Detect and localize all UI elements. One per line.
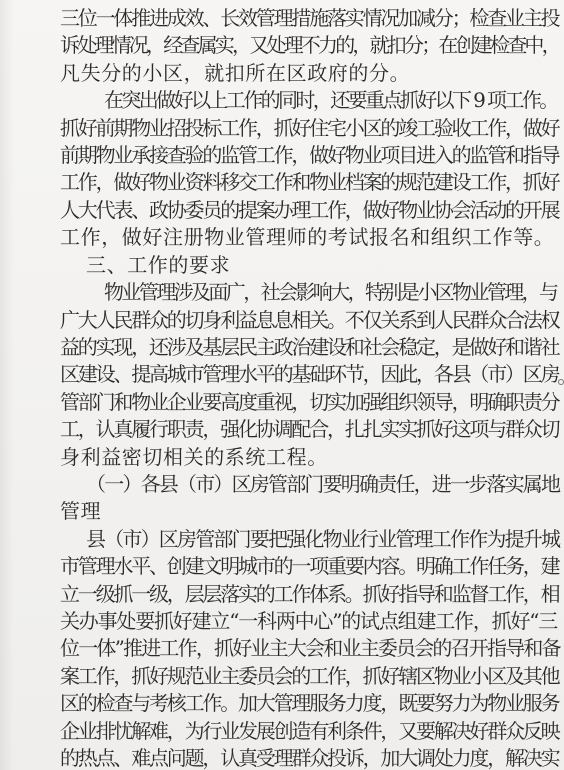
paragraph-first-line: 县（市）区房管部门要把强化物业行业管理工作作为提升城 bbox=[86, 526, 560, 551]
text-line: 关办事处要抓好建立“一科两中心”的试点组建工作，抓好“三 bbox=[60, 609, 558, 633]
text-line: 人大代表、政协委员的提案办理工作，做好物业协会活动的开展 bbox=[60, 197, 559, 222]
paragraph-first-line: 在突出做好以上工作的同时，还要重点抓好以下 9 项工作。 bbox=[104, 88, 557, 113]
text-line: 诉处理情况，经查属实，又处理不力的，就扣分；在创建检查中， bbox=[60, 33, 559, 58]
section-heading: 三、工作的要求 bbox=[86, 252, 231, 277]
text-line: 管部门和物业企业要高度重视，切实加强组织领导，明确职责分 bbox=[60, 389, 559, 414]
text-line: 的热点、难点问题，认真受理群众投诉，加大调处力度，解决实 bbox=[60, 746, 559, 770]
text-line: 工作，做好物业资料移交工作和物业档案的规范建设工作，抓好 bbox=[60, 170, 559, 195]
paragraph-first-line: 物业管理涉及面广，社会影响大，特别是小区物业管理，与 bbox=[104, 280, 557, 305]
text-line: 立一级抓一级，层层落实的工作体系。抓好指导和监督工作，相 bbox=[60, 581, 559, 606]
punch-hole-mark bbox=[558, 379, 564, 385]
text-line: 身利益密切相关的系统工程。 bbox=[60, 444, 328, 469]
text-line: 广大人民群众的切身利益息息相关。不仅关系到人民群众合法权 bbox=[60, 307, 559, 332]
scan-shadow bbox=[0, 0, 14, 770]
text-line: 工作，做好注册物业管理师的考试报名和组织工作等。 bbox=[60, 225, 555, 250]
text-line: 市管理水平、创建文明城市的一项重要内容。明确工作任务，建 bbox=[60, 554, 559, 579]
text-line: 工，认真履行职责，强化协调配合，扎扎实实抓好这项与群众切 bbox=[60, 417, 559, 442]
text-line: 益的实现，还涉及基层民主政治建设和社会稳定，是做好和谐社 bbox=[60, 334, 559, 359]
text-line: 凡失分的小区，就扣所在区政府的分。 bbox=[60, 60, 411, 85]
text-line: 企业排忧解难，为行业发展创造有利条件，又要解决好群众反映 bbox=[60, 718, 559, 743]
subsection-heading: （一）各县（市）区房管部门要明确责任，进一步落实属地 bbox=[86, 471, 560, 496]
text-line: 案工作，抓好规范业主委员会的工作，抓好辖区物业小区及其他 bbox=[60, 663, 559, 688]
text-line: 区的检查与考核工作。加大管理服务力度，既要努力为物业服务 bbox=[60, 691, 559, 716]
text-line: 位一体”推进工作，抓好业主大会和业主委员会的召开指导和备 bbox=[60, 636, 560, 661]
text-line: 区建设、提高城市管理水平的基础环节，因此，各县（市）区房 bbox=[60, 362, 559, 387]
text-line: 前期物业承接查验的监管工作，做好物业项目进入的监管和指导 bbox=[60, 143, 559, 167]
text-line: 三位一体推进成效、长效管理措施落实情况加减分；检查业主投 bbox=[60, 6, 559, 30]
text-line: 抓好前期物业招投标工作，抓好住宅小区的竣工验收工作，做好 bbox=[60, 115, 559, 140]
subsection-heading-cont: 管理 bbox=[60, 499, 102, 524]
